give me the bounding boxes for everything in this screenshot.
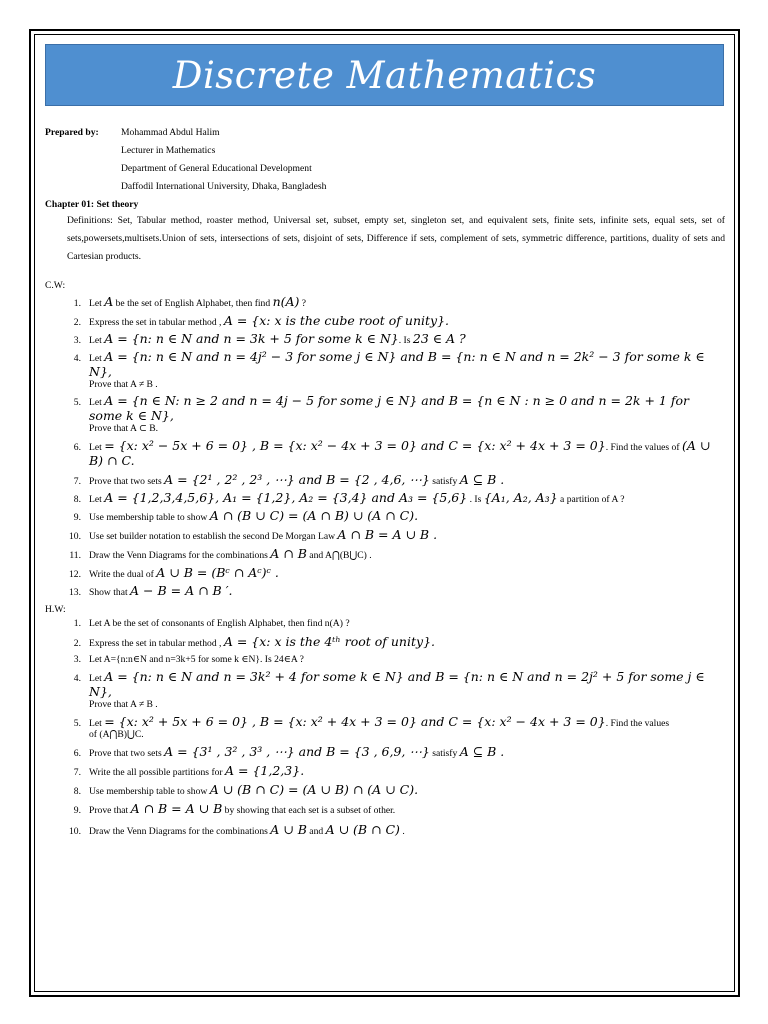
cw-label: C.W: xyxy=(45,280,66,291)
question-fragment: Let A={n:n∈N and n=3k+5 for some k ∈N}. Is 24∈A ? xyxy=(89,654,304,665)
question-fragment: . Find the values xyxy=(605,718,670,729)
question-item xyxy=(45,490,725,505)
question-number: 11. xyxy=(69,550,81,561)
question-fragment: Let xyxy=(89,718,105,729)
question-fragment: . Is xyxy=(398,335,413,346)
math-expression: A = {x: x is the 4ᵗʰ root of unity}. xyxy=(223,634,435,649)
question-number: 7. xyxy=(73,767,81,778)
question-continuation xyxy=(45,729,725,740)
question-fragment: Write the dual of xyxy=(89,569,157,580)
math-expression: A = {n ∈ N: n ≥ 2 and n = 4j − 5 for some j ∈ N} and B = {n ∈ N : n ≥ 0 and n = 2k + 1 for some k ∈ N}, xyxy=(89,393,689,423)
question-fragment: Let xyxy=(89,673,105,684)
question-number: 5. xyxy=(73,397,81,408)
author-info xyxy=(121,124,326,196)
question-fragment: Prove that xyxy=(89,805,131,816)
question-item xyxy=(45,393,725,434)
question-item xyxy=(45,583,725,598)
question-item xyxy=(45,618,725,629)
question-item xyxy=(45,294,725,309)
math-expression: A ⊂ B. xyxy=(130,423,159,434)
question-fragment: Express the set in tabular method , xyxy=(89,317,224,328)
math-expression: A = {x: x is the cube root of unity}. xyxy=(223,313,449,328)
question-fragment: and xyxy=(306,826,326,837)
math-expression: A ∩ (B ∪ C) = (A ∩ B) ∪ (A ∩ C). xyxy=(209,508,419,523)
question-text xyxy=(89,822,725,837)
question-fragment: . xyxy=(399,826,405,837)
question-continuation xyxy=(45,699,725,710)
cw-question-list xyxy=(45,294,725,598)
question-item xyxy=(45,313,725,328)
question-fragment: Let xyxy=(89,335,105,346)
math-expression: A = {1,2,3}. xyxy=(225,763,305,778)
question-text xyxy=(89,714,725,729)
question-text xyxy=(89,654,725,665)
question-number: 6. xyxy=(73,442,81,453)
question-fragment: a partition of A ? xyxy=(557,494,625,505)
math-expression: (A⋂B)⋃C. xyxy=(99,729,144,740)
question-text xyxy=(89,634,725,649)
question-fragment: Use membership table to show xyxy=(89,786,210,797)
question-number: 7. xyxy=(73,476,81,487)
question-number: 9. xyxy=(73,805,81,816)
question-item xyxy=(45,565,725,580)
question-fragment: Let xyxy=(89,298,105,309)
question-item xyxy=(45,527,725,542)
hw-label: H.W: xyxy=(45,604,66,615)
question-fragment: Draw the Venn Diagrams for the combinations xyxy=(89,550,271,561)
math-expression: (A ∪ B) ∩ C. xyxy=(89,438,711,468)
question-text xyxy=(89,782,725,797)
question-text xyxy=(89,393,725,423)
question-fragment: Let xyxy=(89,494,105,505)
question-text xyxy=(89,546,725,561)
question-text xyxy=(89,669,725,699)
document-title: Discrete Mathematics xyxy=(172,53,597,97)
question-text xyxy=(89,331,725,346)
author-title: Lecturer in Mathematics xyxy=(121,145,216,156)
question-fragment: Draw the Venn Diagrams for the combinations xyxy=(89,826,271,837)
math-expression: A = {n: n ∈ N and n = 4j² − 3 for some j ∈ N} and B = {n: n ∈ N and n = 2k² − 3 for some k ∈ N}, xyxy=(89,349,705,379)
question-item xyxy=(45,546,725,561)
question-number: 9. xyxy=(73,512,81,523)
question-number: 12. xyxy=(69,569,81,580)
chapter-heading: Chapter 01: Set theory xyxy=(45,199,139,210)
math-expression: A = {n: n ∈ N and n = 3k + 5 for some k ∈ N} xyxy=(104,331,399,346)
question-fragment: Prove that xyxy=(89,379,131,390)
math-expression: 23 ∈ A ? xyxy=(412,331,466,346)
question-item xyxy=(45,331,725,346)
question-fragment: Write the all possible partitions for xyxy=(89,767,226,778)
question-fragment: Use membership table to show xyxy=(89,512,210,523)
question-fragment: . Find the values of xyxy=(605,442,682,453)
prepared-by-block xyxy=(45,124,725,196)
question-item xyxy=(45,654,725,665)
math-expression: A ≠ B . xyxy=(130,379,158,390)
author-university: Daffodil International University, Dhaka, Bangladesh xyxy=(121,181,327,192)
question-text xyxy=(89,565,725,580)
question-number: 6. xyxy=(73,748,81,759)
question-item xyxy=(45,634,725,649)
question-text xyxy=(89,490,725,505)
question-text xyxy=(89,583,725,598)
question-text xyxy=(89,527,725,542)
question-number: 4. xyxy=(73,673,81,684)
question-fragment: Let A be the set of consonants of English Alphabet, then find n(A) ? xyxy=(89,618,350,629)
question-fragment: by showing that each set is a subset of other. xyxy=(222,805,396,816)
math-expression: A ∩ B = A ∪ B . xyxy=(337,527,438,542)
question-fragment: of xyxy=(89,729,100,740)
question-number: 8. xyxy=(73,786,81,797)
question-fragment: Show that xyxy=(89,587,131,598)
math-expression: A ∪ B xyxy=(270,822,307,837)
question-number: 1. xyxy=(73,298,81,309)
question-fragment: Let xyxy=(89,397,105,408)
math-expression: A ∩ B xyxy=(270,546,307,561)
question-fragment: Prove that two sets xyxy=(89,476,165,487)
question-number: 3. xyxy=(73,335,81,346)
math-expression: A = {3¹ , 3² , 3³ , ⋯} and B = {3 , 6,9, ⋯} xyxy=(164,744,430,759)
math-expression: A ∪ (B ∩ C) = (A ∪ B) ∩ (A ∪ C). xyxy=(209,782,419,797)
math-expression: A ∩ B = A ∪ B xyxy=(130,801,223,816)
math-expression: A = {n: n ∈ N and n = 3k² + 4 for some k ∈ N} and B = {n: n ∈ N and n = 2j² + 5 for some j ∈ N}, xyxy=(89,669,705,699)
question-continuation xyxy=(45,379,725,390)
question-number: 13. xyxy=(69,587,81,598)
chapter-definitions: Definitions: Set, Tabular method, roaster method, Universal set, subset, empty set, singleton set, and equivalent sets, finite sets, infinite sets, equal sets, set of sets,powersets,multisets.Union of sets, intersections of sets, disjoint of sets, Difference if sets, complement of sets, symmetric difference, partitions, duality of sets and Cartesian products. xyxy=(67,215,725,262)
question-text xyxy=(89,472,725,487)
question-text xyxy=(89,744,725,759)
question-number: 5. xyxy=(73,718,81,729)
author-department: Department of General Educational Development xyxy=(121,163,312,174)
math-expression: A − B = A ∩ B ′. xyxy=(130,583,233,598)
math-expression: = {x: x² − 5x + 6 = 0} , B = {x: x² − 4x + 3 = 0} and C = {x: x² + 4x + 3 = 0} xyxy=(104,438,606,453)
question-item xyxy=(45,438,725,468)
hw-question-list xyxy=(45,618,725,837)
question-item xyxy=(45,714,725,740)
question-fragment: Use set builder notation to establish the second De Morgan Law xyxy=(89,531,338,542)
question-item xyxy=(45,508,725,523)
question-text xyxy=(89,763,725,778)
question-fragment: Express the set in tabular method , xyxy=(89,638,224,649)
question-item xyxy=(45,801,725,816)
math-expression: n(A) xyxy=(272,294,300,309)
question-fragment: satisfy xyxy=(429,476,460,487)
question-text xyxy=(89,618,725,629)
question-fragment: Let xyxy=(89,442,105,453)
math-expression: A = {1,2,3,4,5,6}, A₁ = {1,2}, A₂ = {3,4} and A₃ = {5,6} xyxy=(104,490,468,505)
question-continuation xyxy=(45,423,725,434)
question-number: 3. xyxy=(73,654,81,665)
question-number: 8. xyxy=(73,494,81,505)
math-expression: {A₁, A₂, A₃} xyxy=(483,490,558,505)
math-expression: A xyxy=(104,294,114,309)
question-fragment: satisfy xyxy=(429,748,460,759)
math-expression: A ⊆ B . xyxy=(459,472,505,487)
question-text xyxy=(89,438,725,468)
prepared-by-label: Prepared by: xyxy=(45,127,99,138)
question-item xyxy=(45,472,725,487)
math-expression: A ∪ B = (Bᶜ ∩ Aᶜ)ᶜ . xyxy=(156,565,279,580)
question-fragment: Prove that two sets xyxy=(89,748,165,759)
question-item xyxy=(45,782,725,797)
question-fragment: be the set of English Alphabet, then find xyxy=(113,298,273,309)
question-number: 1. xyxy=(73,618,81,629)
title-banner xyxy=(45,44,724,106)
question-fragment: Let xyxy=(89,353,105,364)
author-name: Mohammad Abdul Halim xyxy=(121,127,220,138)
question-fragment: Prove that xyxy=(89,699,131,710)
question-fragment: . Is xyxy=(467,494,484,505)
question-text xyxy=(89,294,725,309)
question-fragment: and A⋂(B⋃C) . xyxy=(306,550,372,561)
math-expression: A = {2¹ , 2² , 2³ , ⋯} and B = {2 , 4,6, ⋯} xyxy=(164,472,430,487)
math-expression: A ≠ B . xyxy=(130,699,158,710)
question-text xyxy=(89,349,725,379)
math-expression: A ⊆ B . xyxy=(459,744,505,759)
question-number: 2. xyxy=(73,317,81,328)
question-text xyxy=(89,313,725,328)
question-number: 10. xyxy=(69,826,81,837)
math-expression: = {x: x² + 5x + 6 = 0} , B = {x: x² + 4x + 3 = 0} and C = {x: x² − 4x + 3 = 0} xyxy=(104,714,606,729)
question-number: 4. xyxy=(73,353,81,364)
question-item xyxy=(45,822,725,837)
question-item xyxy=(45,763,725,778)
question-fragment: Prove that xyxy=(89,423,131,434)
math-expression: A ∪ (B ∩ C) xyxy=(325,822,400,837)
question-number: 2. xyxy=(73,638,81,649)
question-text xyxy=(89,508,725,523)
question-text xyxy=(89,801,725,816)
question-item xyxy=(45,669,725,710)
question-fragment: ? xyxy=(299,298,307,309)
document-body xyxy=(45,124,725,839)
question-item xyxy=(45,744,725,759)
question-item xyxy=(45,349,725,390)
question-number: 10. xyxy=(69,531,81,542)
